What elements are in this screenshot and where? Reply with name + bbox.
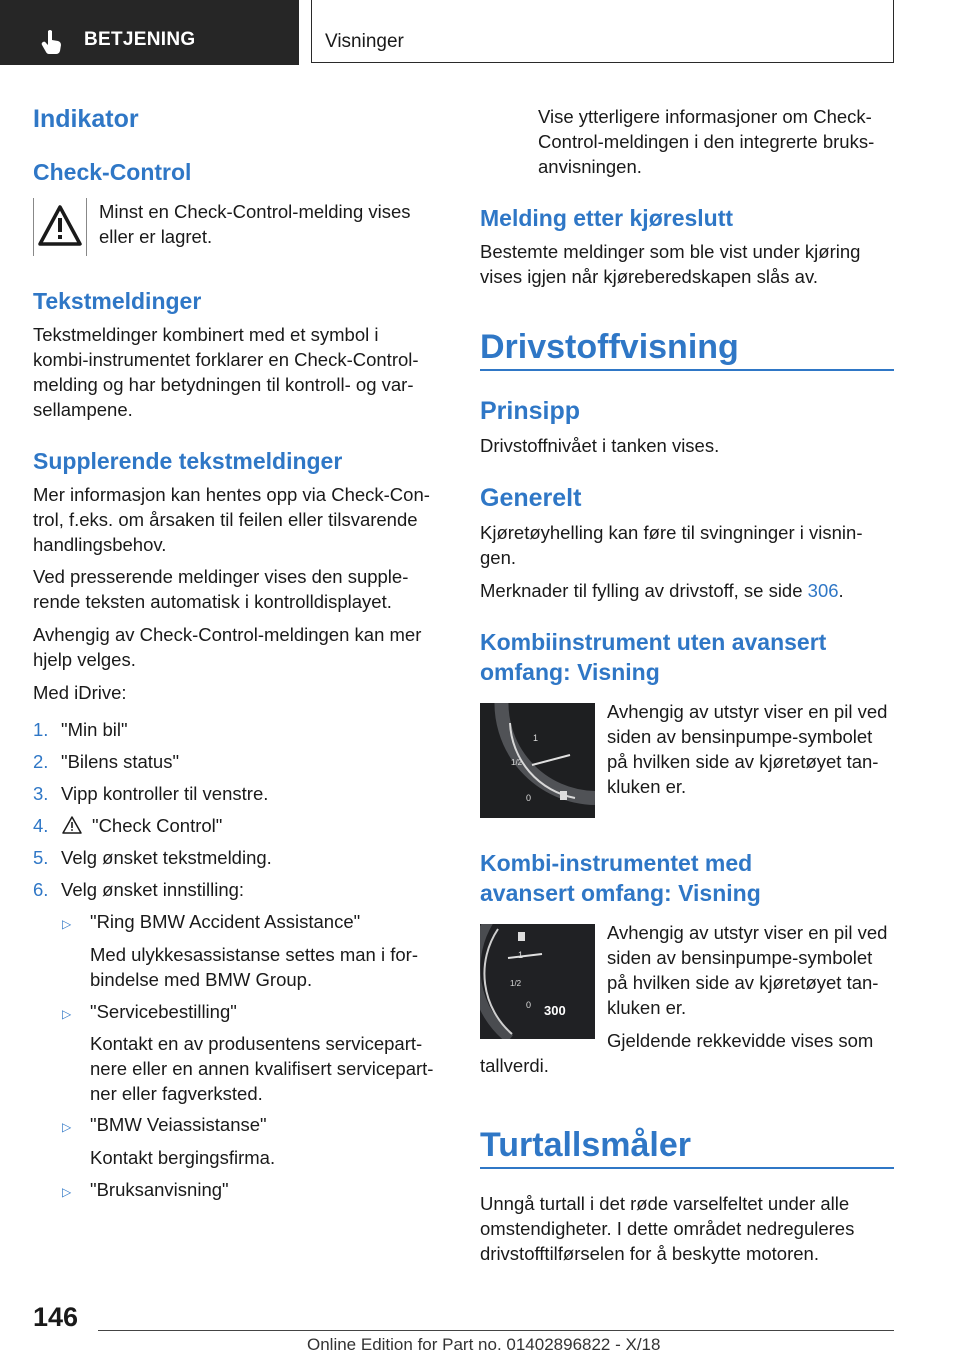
tekst-line: kombi-instrumentet forklarer en Check-Control-	[33, 349, 419, 370]
fuel-gauge-image	[480, 703, 595, 818]
kombi2-range-line: tallverdi.	[480, 1055, 549, 1076]
option-title: "Servicebestilling"	[90, 1001, 237, 1022]
triangle-bullet-icon: ▷	[62, 1120, 72, 1134]
page-link[interactable]: 306	[807, 580, 839, 601]
step-number: 4.	[33, 815, 49, 836]
heading-rule	[480, 1167, 894, 1169]
option-desc: Kontakt bergingsfirma.	[90, 1147, 276, 1168]
supp-line: Ved presserende meldinger vises den supple-	[33, 566, 409, 587]
kombi2-line: kluken er.	[607, 997, 687, 1018]
footer-rule	[98, 1330, 894, 1331]
kombi2-line: på hvilken side av kjøretøyet tan-	[607, 972, 879, 993]
option-desc: bindelse med BMW Group.	[90, 969, 313, 990]
svg-text:1: 1	[518, 950, 524, 960]
check-control-text-1: Minst en Check-Control-melding vises	[99, 201, 411, 222]
supplerende-heading: Supplerende tekstmeldinger	[33, 448, 343, 474]
tekst-line: melding og har betydningen til kontroll- og var-	[33, 374, 414, 395]
kombi2-line: siden av bensinpumpe-symbolet	[607, 947, 873, 968]
cont-line: Control-meldingen i den integrerte bruks-	[538, 131, 875, 152]
supp-line: rende teksten automatisk i kontrolldisplayet.	[33, 591, 392, 612]
section-label: BETJENING	[84, 29, 196, 50]
step-text: Velg ønsket tekstmelding.	[61, 847, 272, 868]
supp-line: hjelp velges.	[33, 649, 136, 670]
prinsipp-text: Drivstoffnivået i tanken vises.	[480, 435, 720, 456]
hand-pointer-icon	[40, 29, 64, 55]
step-text: "Min bil"	[61, 719, 128, 740]
melding-heading: Melding etter kjøreslutt	[480, 205, 734, 231]
turtall-line: Unngå turtall i det røde varselfeltet under alle	[480, 1193, 850, 1214]
triangle-bullet-icon: ▷	[62, 917, 72, 931]
kombi1-line: på hvilken side av kjøretøyet tan-	[607, 751, 879, 772]
supp-line: Mer informasjon kan hentes opp via Check-Con-	[33, 484, 430, 505]
kombi1-line: siden av bensinpumpe-symbolet	[607, 726, 873, 747]
kombi2-heading-line: avansert omfang: Visning	[480, 880, 761, 906]
triangle-bullet-icon: ▷	[62, 1185, 72, 1199]
kombi1-line: kluken er.	[607, 776, 687, 797]
fuel-range-gauge-image	[480, 924, 595, 1039]
kombi2-range-line: Gjeldende rekkevidde vises som	[607, 1030, 874, 1051]
merknader-end: .	[838, 580, 844, 601]
supp-line: handlingsbehov.	[33, 534, 167, 555]
svg-text:1/2: 1/2	[510, 979, 522, 988]
generelt-line: gen.	[480, 547, 517, 568]
generelt-heading: Generelt	[480, 484, 582, 512]
option-title: "Ring BMW Accident Assistance"	[90, 911, 361, 932]
option-title: "BMW Veiassistanse"	[90, 1114, 267, 1135]
indikator-heading: Indikator	[33, 105, 139, 133]
step-number: 1.	[33, 719, 49, 740]
turtall-heading: Turtallsmåler	[480, 1126, 692, 1164]
tekstmeldinger-heading: Tekstmeldinger	[33, 288, 202, 314]
option-title: "Bruksanvisning"	[90, 1179, 229, 1200]
svg-text:300: 300	[544, 1003, 566, 1018]
drivstoff-heading: Drivstoffvisning	[480, 328, 739, 366]
option-desc: nere eller en annen kvalifisert servicepart-	[90, 1058, 434, 1079]
supp-line: Avhengig av Check-Control-meldingen kan mer	[33, 624, 422, 645]
svg-text:0: 0	[526, 793, 532, 803]
merknader-text-body: Merknader til fylling av drivstoff, se side	[480, 580, 803, 601]
option-desc: Med ulykkesassistanse settes man i for-	[90, 944, 418, 965]
triangle-bullet-icon: ▷	[62, 1007, 72, 1021]
supp-line: trol, f.eks. om årsaken til feilen eller tilsvarende	[33, 509, 418, 530]
svg-text:1/2: 1/2	[511, 758, 523, 767]
option-desc: Kontakt en av produsentens servicepart-	[90, 1033, 423, 1054]
step-number: 5.	[33, 847, 49, 868]
svg-text:1: 1	[533, 733, 539, 743]
merknader-text	[480, 578, 844, 604]
kombi1-heading-line: omfang: Visning	[480, 659, 660, 685]
warning-triangle-icon	[61, 815, 83, 835]
page-number: 146	[33, 1302, 79, 1332]
topic-label: Visninger	[325, 31, 404, 52]
heading-rule	[480, 369, 894, 371]
svg-text:0: 0	[526, 1000, 532, 1010]
idrive-label: Med iDrive:	[33, 682, 127, 703]
prinsipp-heading: Prinsipp	[480, 397, 581, 425]
step-number: 6.	[33, 879, 49, 900]
tekst-line: sellampene.	[33, 399, 133, 420]
melding-line: vises igjen når kjøreberedskapen slås av.	[480, 266, 818, 287]
kombi1-heading-line: Kombiinstrument uten avansert	[480, 629, 827, 655]
check-control-text-2: eller er lagret.	[99, 226, 213, 247]
step-text: Vipp kontroller til venstre.	[61, 783, 269, 804]
step-text: "Bilens status"	[61, 751, 180, 772]
step-text: Velg ønsket innstilling:	[61, 879, 245, 900]
cont-line: anvisningen.	[538, 156, 642, 177]
kombi2-heading-line: Kombi-instrumentet med	[480, 850, 753, 876]
cont-line: Vise ytterligere informasjoner om Check-	[538, 106, 872, 127]
tekst-line: Tekstmeldinger kombinert med et symbol i	[33, 324, 379, 345]
generelt-line: Kjøretøyhelling kan føre til svingninger i visnin-	[480, 522, 863, 543]
melding-line: Bestemte meldinger som ble vist under kjøring	[480, 241, 861, 262]
step-number: 3.	[33, 783, 49, 804]
kombi2-line: Avhengig av utstyr viser en pil ved	[607, 922, 888, 943]
footer-edition: Online Edition for Part no. 01402896822 - X/18	[307, 1335, 661, 1354]
turtall-line: omstendigheter. I dette området nedreguleres	[480, 1218, 855, 1239]
option-desc: ner eller fagverksted.	[90, 1083, 263, 1104]
step-text: "Check Control"	[92, 815, 223, 836]
turtall-line: drivstofftilførselen for å beskytte motoren.	[480, 1243, 819, 1264]
warning-triangle-icon	[33, 198, 87, 256]
step-number: 2.	[33, 751, 49, 772]
kombi1-line: Avhengig av utstyr viser en pil ved	[607, 701, 888, 722]
check-control-heading: Check-Control	[33, 159, 192, 185]
